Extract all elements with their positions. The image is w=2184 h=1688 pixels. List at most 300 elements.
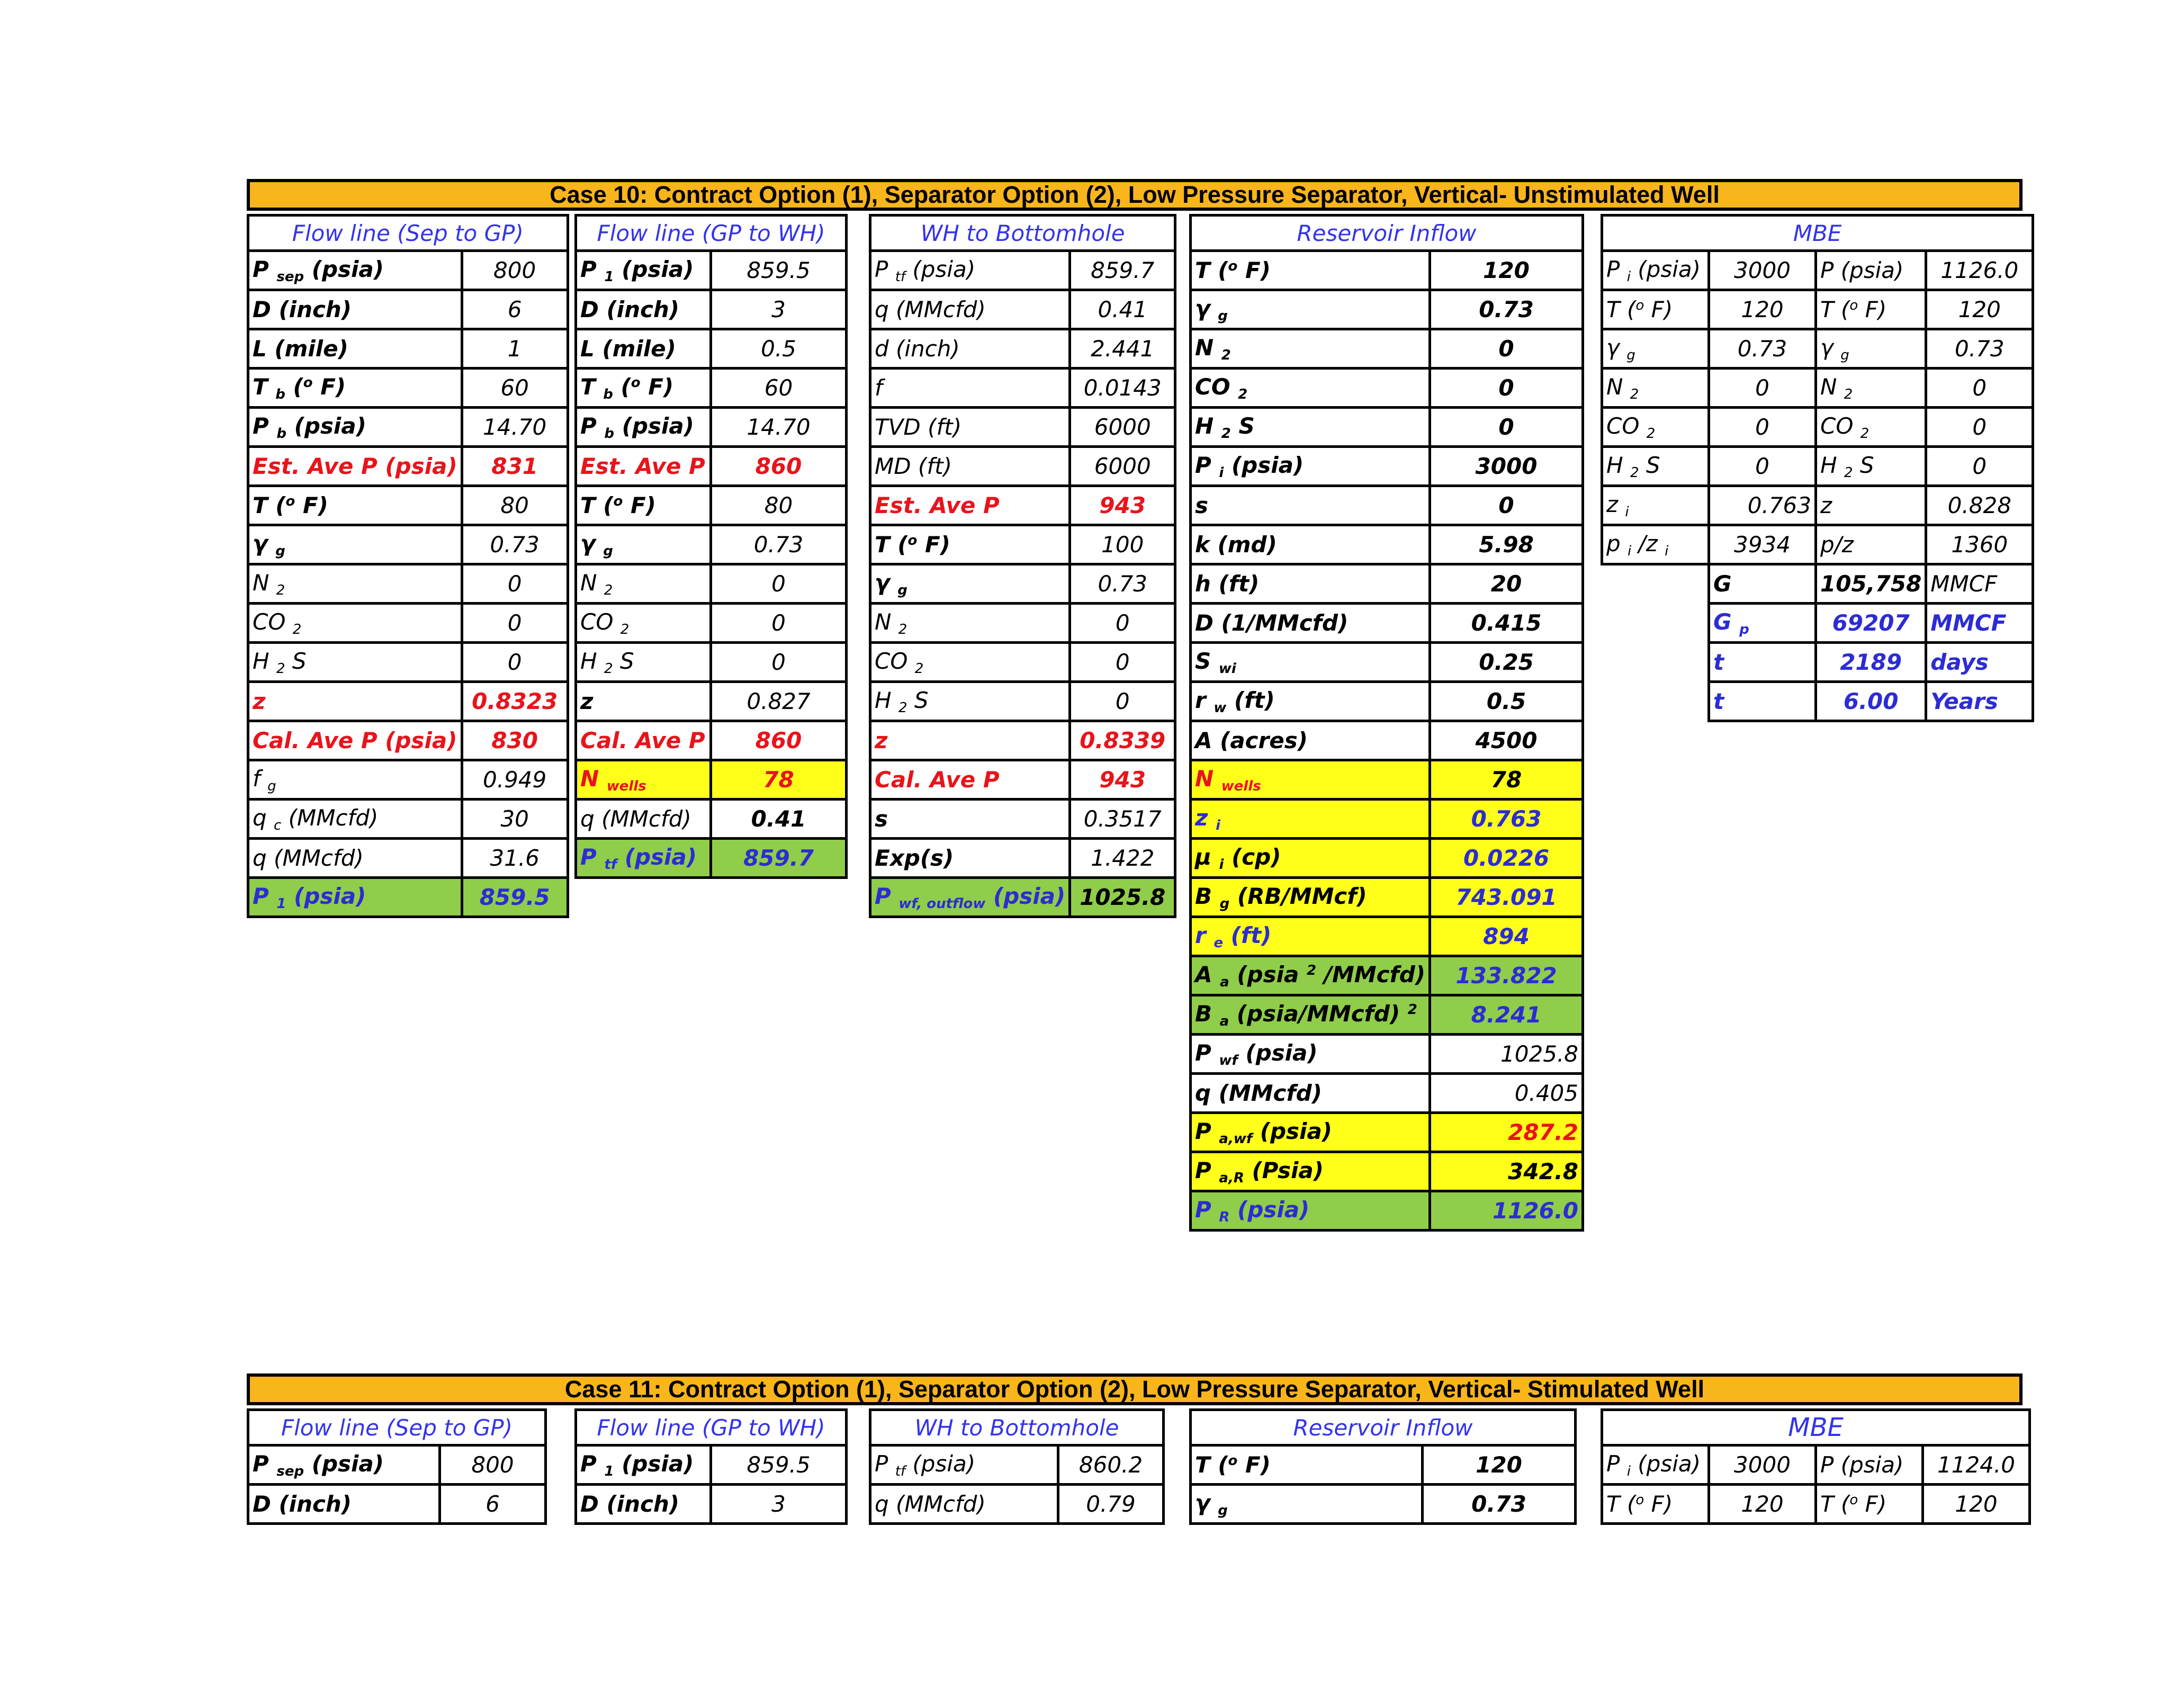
row-value[interactable]: 0 [711,564,847,604]
row-value[interactable]: 0.8323 [462,682,568,721]
row-label: T ($^o$ F) [1816,1485,1923,1524]
table-row [1602,290,2033,329]
row-value[interactable]: 0.0226 [1430,839,1583,878]
table-row [576,447,847,486]
row-value[interactable]: 800 [462,251,568,290]
row-value[interactable]: 859.5 [711,1445,847,1485]
table-row [248,682,568,721]
table-row [576,408,847,447]
table-row [1191,329,1583,369]
row-label: Exp(s) [870,839,1070,878]
row-value[interactable]: 0.0143 [1070,369,1175,408]
row-label: CO $_2$ [870,643,1070,682]
table-row [248,290,568,329]
row-label: s [870,800,1070,839]
row-label: B $_g$ (RB/MMcf) [1191,878,1430,917]
row-value[interactable]: 0.763 [1709,486,1816,525]
table-row [576,369,847,408]
row-value[interactable]: 2.441 [1070,329,1175,369]
row-label: T ($^o$ F) [1816,290,1926,329]
row-label: MD (ft) [870,447,1070,486]
row-value[interactable]: 0 [1430,408,1583,447]
row-label: CO $_2$ [1191,369,1430,408]
row-label: P $_{tf}$ (psia) [576,839,711,878]
table-row [1602,329,2033,369]
row-value[interactable]: 0 [711,604,847,643]
table-row [1191,1152,1583,1191]
table-row [1191,800,1583,839]
table-row [1191,682,1583,721]
row-value[interactable]: 0 [462,643,568,682]
row-value[interactable]: 0 [1430,486,1583,525]
row-label: T $_b$ ($^o$ F) [576,369,711,408]
row-unit: days [1926,643,2033,682]
row-value[interactable]: 0.79 [1058,1485,1164,1524]
row-value[interactable]: 20 [1430,564,1583,604]
row-value[interactable]: 120 [1709,1485,1816,1524]
row-label: P $_R$ (psia) [1191,1191,1430,1231]
table-row [870,486,1175,525]
row-value[interactable]: 120 [1926,290,2033,329]
row-value[interactable]: 0.828 [1926,486,2033,525]
row-label: P $_{wf, outflow}$ (psia) [870,878,1070,917]
row-value[interactable]: 0.73 [1709,329,1816,369]
table-reservoir-inflow [1189,214,1584,1232]
table-row [576,721,847,760]
table-row [576,525,847,564]
table-row [248,447,568,486]
table-row [576,290,847,329]
table-row [576,643,847,682]
case11-wh-to-bottomhole [869,1408,1165,1525]
row-value[interactable]: 0.41 [711,800,847,839]
row-label: H $_2$ S [870,682,1070,721]
row-unit: MMCF [1926,564,2033,604]
row-label: P $_i$ (psia) [1191,447,1430,486]
table-row [870,525,1175,564]
row-label: S $_{wi}$ [1191,643,1430,682]
case10-mbe [1601,214,2034,722]
row-label: T ($^o$ F) [248,486,462,525]
table-row [1602,564,2033,604]
row-label: d (inch) [870,329,1070,369]
row-unit: MMCF [1926,604,2033,643]
row-value[interactable]: 0.5 [1430,682,1583,721]
table-row [870,369,1175,408]
case10-wh-to-bottomhole [869,214,1176,918]
row-value[interactable]: 0 [1926,408,2033,447]
row-value[interactable]: 831 [462,447,568,486]
row-label: q (MMcfd) [576,800,711,839]
table-row [870,760,1175,800]
row-value[interactable]: 120 [1430,251,1583,290]
table-row [1191,1074,1583,1113]
table-row [248,486,568,525]
row-value[interactable]: 3 [711,1485,847,1524]
table-flowline-sep-gp [247,214,569,918]
row-value[interactable]: 0 [1709,369,1816,408]
table-row [870,408,1175,447]
row-label: T ($^o$ F) [1602,290,1709,329]
table-flowline-gp-wh [574,1408,848,1525]
row-label: P (psia) [1816,251,1926,290]
row-label: P $_1$ (psia) [248,878,462,917]
row-label: T ($^o$ F) [870,525,1070,564]
row-value[interactable]: 6000 [1070,408,1175,447]
row-label: r $_e$ (ft) [1191,917,1430,956]
table-row [1602,251,2033,290]
row-label: γ $_g$ [1816,329,1926,369]
table-row [1602,1445,2030,1485]
table-mbe [1601,1408,2031,1525]
table-row [1602,682,2033,721]
row-value[interactable]: 105,758 [1816,564,1926,604]
table-row [576,682,847,721]
row-label: Cal. Ave P [576,721,711,760]
row-value[interactable]: 3934 [1709,525,1816,564]
row-label: z $_i$ [1602,486,1709,525]
table-row [870,1445,1164,1485]
row-label: P $_b$ (psia) [248,408,462,447]
row-value[interactable]: 1124.0 [1923,1445,2030,1485]
row-label: D (inch) [576,1485,711,1524]
row-value[interactable]: 830 [462,721,568,760]
row-value[interactable]: 6.00 [1816,682,1926,721]
row-label: H $_2$ S [248,643,462,682]
row-label: P $_1$ (psia) [576,1445,711,1485]
row-value[interactable]: 1126.0 [1926,251,2033,290]
table-row [870,447,1175,486]
row-label: CO $_2$ [1816,408,1926,447]
row-label: N $_2$ [576,564,711,604]
row-value[interactable]: 4500 [1430,721,1583,760]
table-row [870,251,1175,290]
table-row [1191,1445,1576,1485]
row-value[interactable]: 0 [711,643,847,682]
table-row [1191,878,1583,917]
row-value[interactable]: 6000 [1070,447,1175,486]
table-row [576,760,847,800]
row-value[interactable]: 5.98 [1430,525,1583,564]
row-value[interactable]: 860.2 [1058,1445,1164,1485]
row-value[interactable]: 287.2 [1430,1113,1583,1152]
section-header: Flow line (Sep to GP) [248,216,568,251]
row-value[interactable]: 0 [1926,369,2033,408]
row-value[interactable]: 0.827 [711,682,847,721]
row-label: N $_2$ [248,564,462,604]
row-value[interactable]: 0 [1430,329,1583,369]
row-value[interactable]: 800 [440,1445,546,1485]
row-label: N $_{wells}$ [1191,760,1430,800]
row-label: L (mile) [576,329,711,369]
table-row [576,1485,847,1524]
row-value[interactable]: 0 [1070,643,1175,682]
table-row [1191,564,1583,604]
row-label: P $_{tf}$ (psia) [870,1445,1058,1485]
row-value[interactable]: 1025.8 [1430,1035,1583,1074]
row-value[interactable]: 0 [1070,604,1175,643]
row-label: N $_2$ [1816,369,1926,408]
table-reservoir-inflow [1189,1408,1577,1525]
table-row [1191,1191,1583,1231]
section-header: WH to Bottomhole [870,1410,1164,1445]
row-label: z [1816,486,1926,525]
row-label: t [1709,682,1816,721]
row-label: T ($^o$ F) [1602,1485,1709,1524]
table-row [248,604,568,643]
row-value[interactable]: 859.7 [1070,251,1175,290]
table-row [1191,1485,1576,1524]
case11-flowline-gp-wh [574,1408,848,1525]
table-row [1191,486,1583,525]
table-row [1191,956,1583,995]
table-row [1191,1113,1583,1152]
row-value[interactable]: 0 [1926,447,2033,486]
table-row [1602,486,2033,525]
row-label: γ $_g$ [870,564,1070,604]
row-value[interactable]: 0.73 [1926,329,2033,369]
row-value[interactable]: 859.5 [711,251,847,290]
row-value[interactable]: 80 [711,486,847,525]
row-value[interactable]: 120 [1423,1445,1576,1485]
row-value[interactable]: 69207 [1816,604,1926,643]
row-label: G [1709,564,1816,604]
case10-flowline-gp-wh [574,214,848,879]
row-label: Est. Ave P [576,447,711,486]
table-row [1602,447,2033,486]
row-label: p/z [1816,525,1926,564]
table-row [1191,604,1583,643]
table-row [1602,1485,2030,1524]
row-label: f [870,369,1070,408]
row-value[interactable]: 943 [1070,760,1175,800]
table-row [1602,408,2033,447]
row-value[interactable]: 78 [1430,760,1583,800]
row-value[interactable]: 0.73 [1430,290,1583,329]
table-row [1191,369,1583,408]
row-value[interactable]: 342.8 [1430,1152,1583,1191]
row-label: z $_i$ [1191,800,1430,839]
table-row [870,564,1175,604]
row-label: D (inch) [576,290,711,329]
row-value[interactable]: 0.8339 [1070,721,1175,760]
row-value[interactable]: 60 [711,369,847,408]
table-row [1602,525,2033,564]
table-row [248,1485,546,1524]
table-row [870,682,1175,721]
section-header: Flow line (Sep to GP) [248,1410,546,1445]
row-label: k (md) [1191,525,1430,564]
row-value[interactable]: 0 [1709,408,1816,447]
section-header: MBE [1602,216,2033,251]
row-label: s [1191,486,1430,525]
table-row [248,564,568,604]
row-label: P $_{wf}$ (psia) [1191,1035,1430,1074]
row-value[interactable]: 1360 [1926,525,2033,564]
row-value[interactable]: 0.73 [1423,1485,1576,1524]
table-row [1191,408,1583,447]
row-label: H $_2$ S [1602,447,1709,486]
row-label: P $_i$ (psia) [1602,251,1709,290]
row-value[interactable]: 743.091 [1430,878,1583,917]
row-unit: Years [1926,682,2033,721]
row-value[interactable]: 8.241 [1430,995,1583,1035]
row-label: h (ft) [1191,564,1430,604]
row-label: P $_{sep}$ (psia) [248,251,462,290]
row-label: f $_g$ [248,760,462,800]
table-mbe [1601,214,2034,722]
row-label: H $_2$ S [576,643,711,682]
row-value[interactable]: 14.70 [711,408,847,447]
row-label: z [870,721,1070,760]
row-label: D (inch) [248,1485,440,1524]
table-row [1191,1035,1583,1074]
table-row [1602,604,2033,643]
row-value[interactable]: 0 [462,564,568,604]
row-label: γ $_g$ [1191,290,1430,329]
row-label: CO $_2$ [248,604,462,643]
row-value[interactable]: 859.5 [462,878,568,917]
row-label: t [1709,643,1816,682]
row-value[interactable]: 0 [462,604,568,643]
row-label: q $_c$ (MMcfd) [248,800,462,839]
row-label: z [248,682,462,721]
row-label: D (1/MMcfd) [1191,604,1430,643]
row-label: CO $_2$ [576,604,711,643]
table-wh-to-bottomhole [869,214,1176,918]
row-value[interactable]: 0.5 [711,329,847,369]
table-row [248,643,568,682]
table-row [1191,251,1583,290]
row-label: z [576,682,711,721]
row-value[interactable]: 0.41 [1070,290,1175,329]
row-value[interactable]: 0.415 [1430,604,1583,643]
row-value[interactable]: 943 [1070,486,1175,525]
row-label: Cal. Ave P (psia) [248,721,462,760]
row-label: r $_w$ (ft) [1191,682,1430,721]
case10-flowline-sep-gp [247,214,569,918]
row-label: N $_2$ [1191,329,1430,369]
table-row [1191,995,1583,1035]
table-row [248,878,568,917]
row-label: P (psia) [1816,1445,1923,1485]
table-row [870,329,1175,369]
table-row [870,878,1175,917]
table-row [1602,643,2033,682]
table-row [870,839,1175,878]
table-row [248,721,568,760]
table-row [576,1445,847,1485]
table-row [1191,839,1583,878]
row-value[interactable]: 0.949 [462,760,568,800]
row-value[interactable]: 120 [1923,1485,2030,1524]
table-row [576,839,847,878]
table-row [576,604,847,643]
row-value[interactable]: 3 [711,290,847,329]
table-row [1191,760,1583,800]
row-value[interactable]: 0.25 [1430,643,1583,682]
row-label: q (MMcfd) [870,290,1070,329]
row-label: p $_i$ /z $_i$ [1602,525,1709,564]
table-row [248,329,568,369]
table-row [576,800,847,839]
row-value[interactable]: 1025.8 [1070,878,1175,917]
row-label: γ $_g$ [576,525,711,564]
row-value[interactable]: 1 [462,329,568,369]
section-header: Flow line (GP to WH) [576,216,847,251]
row-label: N $_2$ [1602,369,1709,408]
row-label: γ $_g$ [1191,1485,1423,1524]
row-label: A (acres) [1191,721,1430,760]
row-value[interactable]: 78 [711,760,847,800]
row-value[interactable]: 0.73 [1070,564,1175,604]
row-value[interactable]: 100 [1070,525,1175,564]
row-value[interactable]: 0.3517 [1070,800,1175,839]
table-row [248,800,568,839]
case11-mbe [1601,1408,2031,1525]
row-value[interactable]: 860 [711,721,847,760]
row-label: G $_p$ [1709,604,1816,643]
row-value[interactable]: 0.73 [462,525,568,564]
table-row [870,290,1175,329]
table-row [576,329,847,369]
row-value[interactable]: 6 [440,1485,546,1524]
row-value[interactable]: 0 [1070,682,1175,721]
table-row [1191,447,1583,486]
row-value[interactable]: 133.822 [1430,956,1583,995]
row-value[interactable]: 860 [711,447,847,486]
case10-reservoir-inflow [1189,214,1584,1232]
row-label: Cal. Ave P [870,760,1070,800]
row-label: T $_b$ ($^o$ F) [248,369,462,408]
table-row [248,760,568,800]
table-row [870,800,1175,839]
table-row [576,486,847,525]
row-value[interactable]: 60 [462,369,568,408]
row-value[interactable]: 859.7 [711,839,847,878]
row-label: Est. Ave P [870,486,1070,525]
table-row [248,251,568,290]
row-value[interactable]: 0 [1430,369,1583,408]
row-value[interactable]: 3000 [1430,447,1583,486]
row-value[interactable]: 894 [1430,917,1583,956]
row-value[interactable]: 120 [1709,290,1816,329]
row-value[interactable]: 0 [1709,447,1816,486]
row-value[interactable]: 2189 [1816,643,1926,682]
row-value[interactable]: 14.70 [462,408,568,447]
row-value[interactable]: 0.763 [1430,800,1583,839]
row-value[interactable]: 80 [462,486,568,525]
section-header: Reservoir Inflow [1191,1410,1576,1445]
row-label: μ $_i$ (cp) [1191,839,1430,878]
table-row [870,1485,1164,1524]
row-value[interactable]: 31.6 [462,839,568,878]
row-label: P $_1$ (psia) [576,251,711,290]
row-value[interactable]: 1126.0 [1430,1191,1583,1231]
table-row [1602,369,2033,408]
row-value[interactable]: 3000 [1709,1445,1816,1485]
row-value[interactable]: 30 [462,800,568,839]
row-value[interactable]: 0.405 [1430,1074,1583,1113]
row-label: P $_{a,R}$ (Psia) [1191,1152,1430,1191]
table-row [1191,917,1583,956]
row-value[interactable]: 1.422 [1070,839,1175,878]
row-value[interactable]: 3000 [1709,251,1816,290]
table-row [576,564,847,604]
row-value[interactable]: 0.73 [711,525,847,564]
row-label: P $_b$ (psia) [576,408,711,447]
row-value[interactable]: 6 [462,290,568,329]
